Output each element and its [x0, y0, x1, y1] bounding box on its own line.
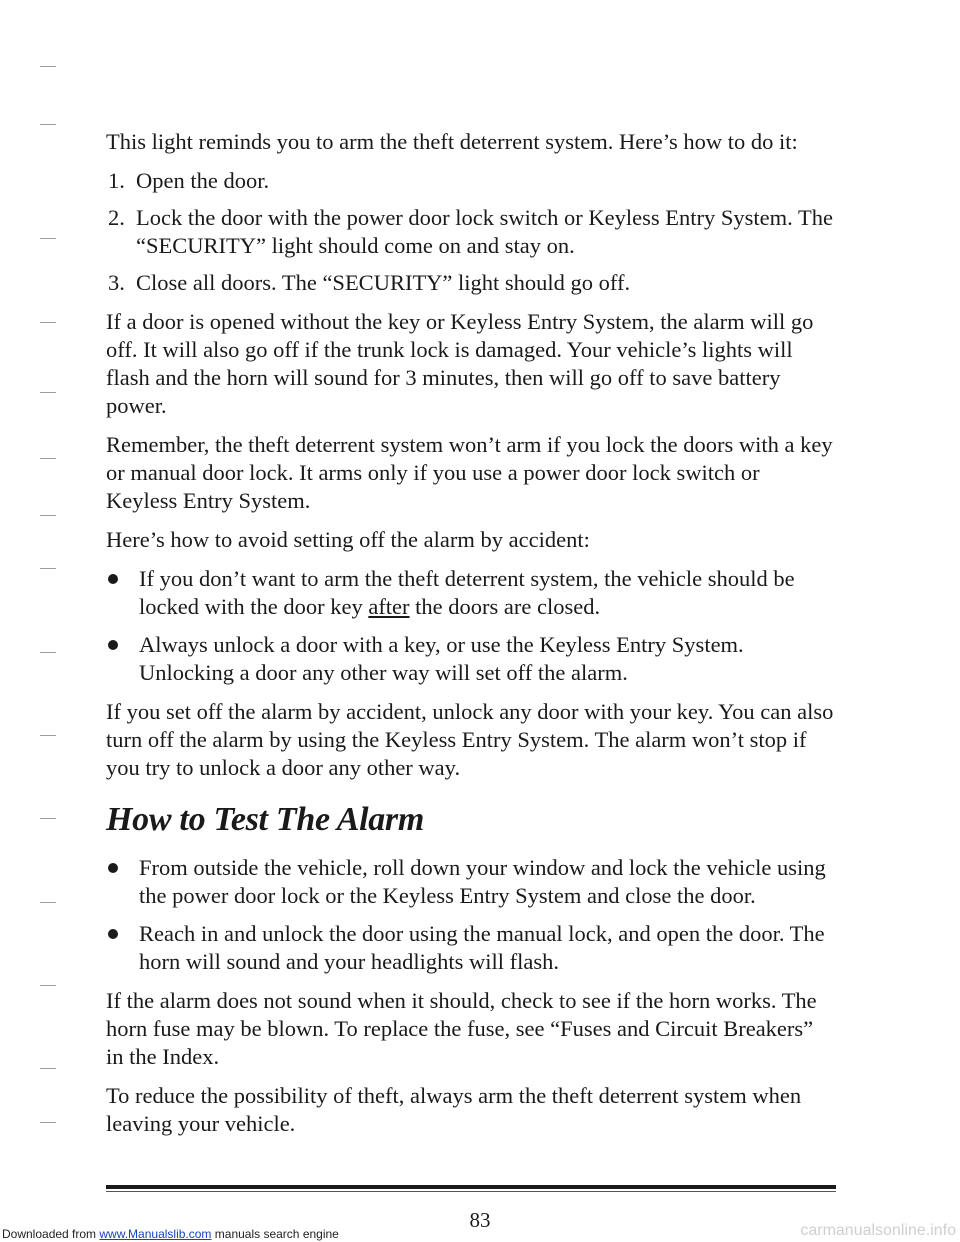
- list-item: [106, 631, 836, 687]
- footer-suffix: manuals search engine: [211, 1227, 339, 1241]
- step-number: 2.: [108, 205, 125, 230]
- page-content: [106, 128, 836, 1149]
- bullet-icon: [108, 863, 118, 873]
- margin-tick: [40, 568, 56, 569]
- horn-paragraph: If the alarm does not sound when it should, check to see if the horn works. The horn fuse may be blown. To replace the fuse, see “Fuses and Circuit Breakers” in the Index.: [106, 988, 817, 1069]
- remember-paragraph: Remember, the theft deterrent system won’t arm if you lock the doors with a key or manual door lock. It arms only if you use a power door lock switch or Keyless Entry System.: [106, 432, 833, 513]
- bullet-text-end: the doors are closed.: [409, 594, 601, 619]
- footer-rule-thin: [106, 1191, 836, 1192]
- underlined-word: after: [368, 594, 410, 619]
- watermark: carmanualsonline.info: [800, 1222, 956, 1239]
- list-item: [106, 565, 836, 621]
- bullet-text: Always unlock a door with a key, or use the Keyless Entry System. Unlocking a door any other way will set off the alarm.: [139, 632, 744, 685]
- step-item: [106, 167, 836, 195]
- step-text: Close all doors. The “SECURITY” light should go off.: [136, 270, 631, 295]
- margin-tick: [40, 124, 56, 125]
- avoid-bullet-list: [106, 565, 836, 687]
- step-number: 1.: [108, 168, 125, 193]
- test-bullet-list: [106, 854, 836, 976]
- margin-tick: [40, 985, 56, 986]
- margin-tick: [40, 458, 56, 459]
- margin-tick: [40, 652, 56, 653]
- page-number: 83: [469, 1208, 491, 1232]
- list-item: [106, 854, 836, 910]
- step-item: [106, 204, 836, 260]
- margin-tick: [40, 902, 56, 903]
- margin-tick: [40, 515, 56, 516]
- setoff-paragraph: If you set off the alarm by accident, unlock any door with your key. You can also turn off the alarm by using the Keyless Entry System. The alarm won’t stop if you try to unlock a door any other way.: [106, 699, 834, 780]
- margin-tick: [40, 392, 56, 393]
- footer-rule: [106, 1185, 836, 1189]
- bullet-text: Reach in and unlock the door using the manual lock, and open the door. The horn will sound and your headlights will flash.: [139, 921, 825, 974]
- intro-paragraph: This light reminds you to arm the theft deterrent system. Here’s how to do it:: [106, 129, 798, 154]
- bullet-text: From outside the vehicle, roll down your window and lock the vehicle using the power door lock or the Keyless Entry System and close the door.: [139, 855, 826, 908]
- margin-tick: [40, 322, 56, 323]
- download-footer: [0, 1226, 341, 1242]
- bullet-text-start: If you don’t want to arm the theft deterrent system, the vehicle should be locked with the door key: [139, 566, 795, 619]
- reduce-paragraph: To reduce the possibility of theft, always arm the theft deterrent system when leaving your vehicle.: [106, 1083, 802, 1136]
- step-number: 3.: [108, 270, 125, 295]
- arming-steps: [106, 167, 836, 297]
- step-text: Open the door.: [136, 168, 270, 193]
- bullet-icon: [108, 640, 118, 650]
- section-heading: How to Test The Alarm: [106, 801, 424, 838]
- avoid-paragraph: Here’s how to avoid setting off the alarm by accident:: [106, 527, 590, 552]
- margin-tick: [40, 238, 56, 239]
- manualslib-link[interactable]: www.Manualslib.com: [99, 1227, 212, 1241]
- margin-tick: [40, 818, 56, 819]
- list-item: [106, 920, 836, 976]
- margin-tick: [40, 1068, 56, 1069]
- footer-prefix: Downloaded from: [2, 1227, 100, 1241]
- step-item: [106, 269, 836, 297]
- bullet-icon: [108, 929, 118, 939]
- alarm-paragraph: If a door is opened without the key or Keyless Entry System, the alarm will go off. It will also go off if the trunk lock is damaged. Your vehicle’s lights will flash and the horn will sound for 3 minutes, then will go off to save battery power.: [106, 309, 814, 418]
- step-text: Lock the door with the power door lock switch or Keyless Entry System. The “SECURITY” light should come on and stay on.: [136, 205, 833, 258]
- margin-tick: [40, 735, 56, 736]
- margin-marks: [0, 0, 80, 1242]
- bullet-icon: [108, 574, 118, 584]
- margin-tick: [40, 1122, 56, 1123]
- margin-tick: [40, 66, 56, 67]
